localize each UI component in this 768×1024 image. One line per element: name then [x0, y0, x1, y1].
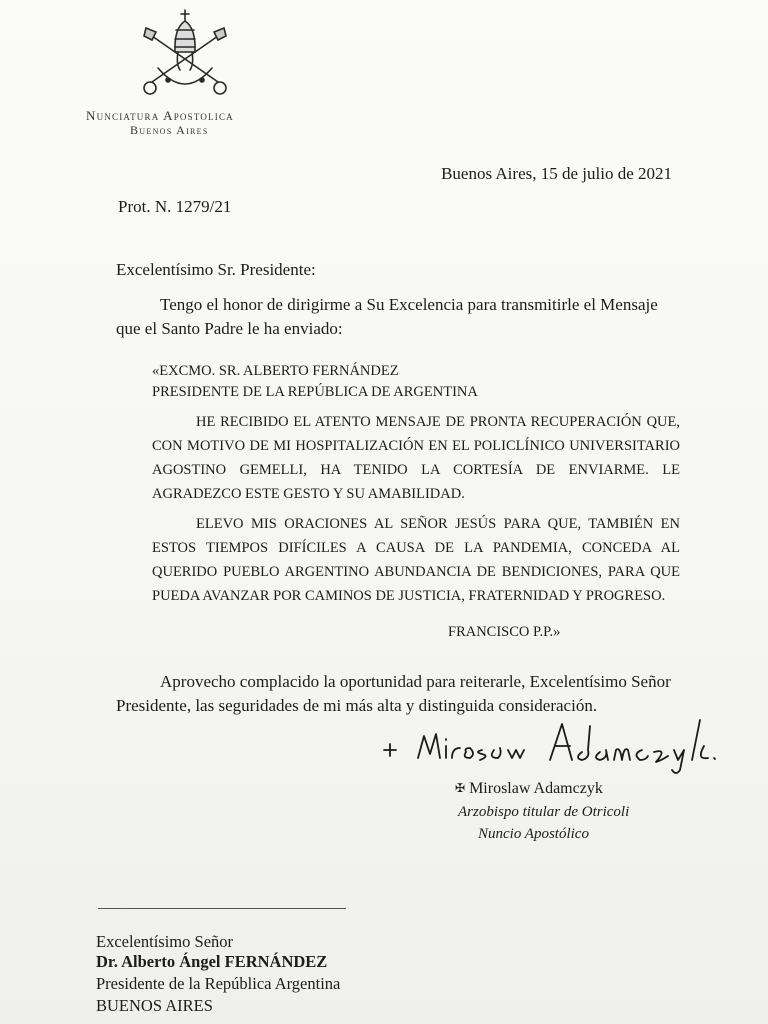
signatory-name-text: Miroslaw Adamczyk	[469, 780, 603, 797]
recipient-honorific: Excelentísimo Señor	[96, 932, 234, 951]
message-paragraph-2: ELEVO MIS ORACIONES AL SEÑOR JESÚS PARA QUE, TAMBIÉN EN ESTOS TIEMPOS DIFÍCILES A CAUSA DE LA PANDEMIA, CONCEDA AL QUERIDO PUEBLO ARGENTINO ABUNDANCIA DE BENDICIONES, PARA QUE PUEDA AVANZAR POR CAMINOS DE JUSTICIA, FRATERNIDAD Y PROGRESO.	[152, 516, 680, 604]
protocol-number: Prot. N. 1279/21	[118, 197, 232, 216]
recipient-name: Dr. Alberto Ángel FERNÁNDEZ	[96, 952, 328, 971]
message-addressee-name: «EXCMO. SR. ALBERTO FERNÁNDEZ	[152, 363, 399, 379]
signatory-title: Arzobispo titular de Otricoli	[458, 804, 630, 820]
letter-date: Buenos Aires, 15 de julio de 2021	[441, 164, 672, 183]
recipient-office: Presidente de la República Argentina	[96, 974, 341, 993]
intro-paragraph: Tengo el honor de dirigirme a Su Excelencia para transmitirle el Mensaje que el Santo Padre le ha enviado:	[116, 295, 658, 338]
signatory-office: Nuncio Apostólico	[478, 826, 589, 842]
message-paragraph-1: HE RECIBIDO EL ATENTO MENSAJE DE PRONTA RECUPERACIÓN QUE, CON MOTIVO DE MI HOSPITALIZACIÓN EN EL POLICLÍNICO UNIVERSITARIO AGOSTINO GEMELLI, HA TENIDO LA CORTESÍA DE ENVIARME. LE AGRADEZCO ESTE GESTO Y SU AMABILIDAD.	[152, 414, 680, 502]
signatory-name	[455, 780, 603, 798]
recipient-city: BUENOS AIRES	[96, 996, 213, 1015]
message-signoff: FRANCISCO P.P.»	[448, 624, 561, 640]
divider-line	[98, 908, 346, 909]
cross-icon: ✠	[455, 781, 466, 795]
salutation: Excelentísimo Sr. Presidente:	[116, 260, 316, 279]
letterhead-city: Buenos Aires	[130, 123, 209, 137]
closing-paragraph: Aprovecho complacido la oportunidad para reiterarle, Excelentísimo Señor Presidente, las seguridades de mi más alta y distinguida consideración.	[116, 672, 671, 715]
message-addressee-title: PRESIDENTE DE LA REPÚBLICA DE ARGENTINA	[152, 384, 478, 400]
letterhead-title: Nunciatura Apostolica	[86, 108, 234, 123]
papal-emblem-icon	[138, 8, 232, 100]
handwritten-signature	[378, 706, 718, 776]
